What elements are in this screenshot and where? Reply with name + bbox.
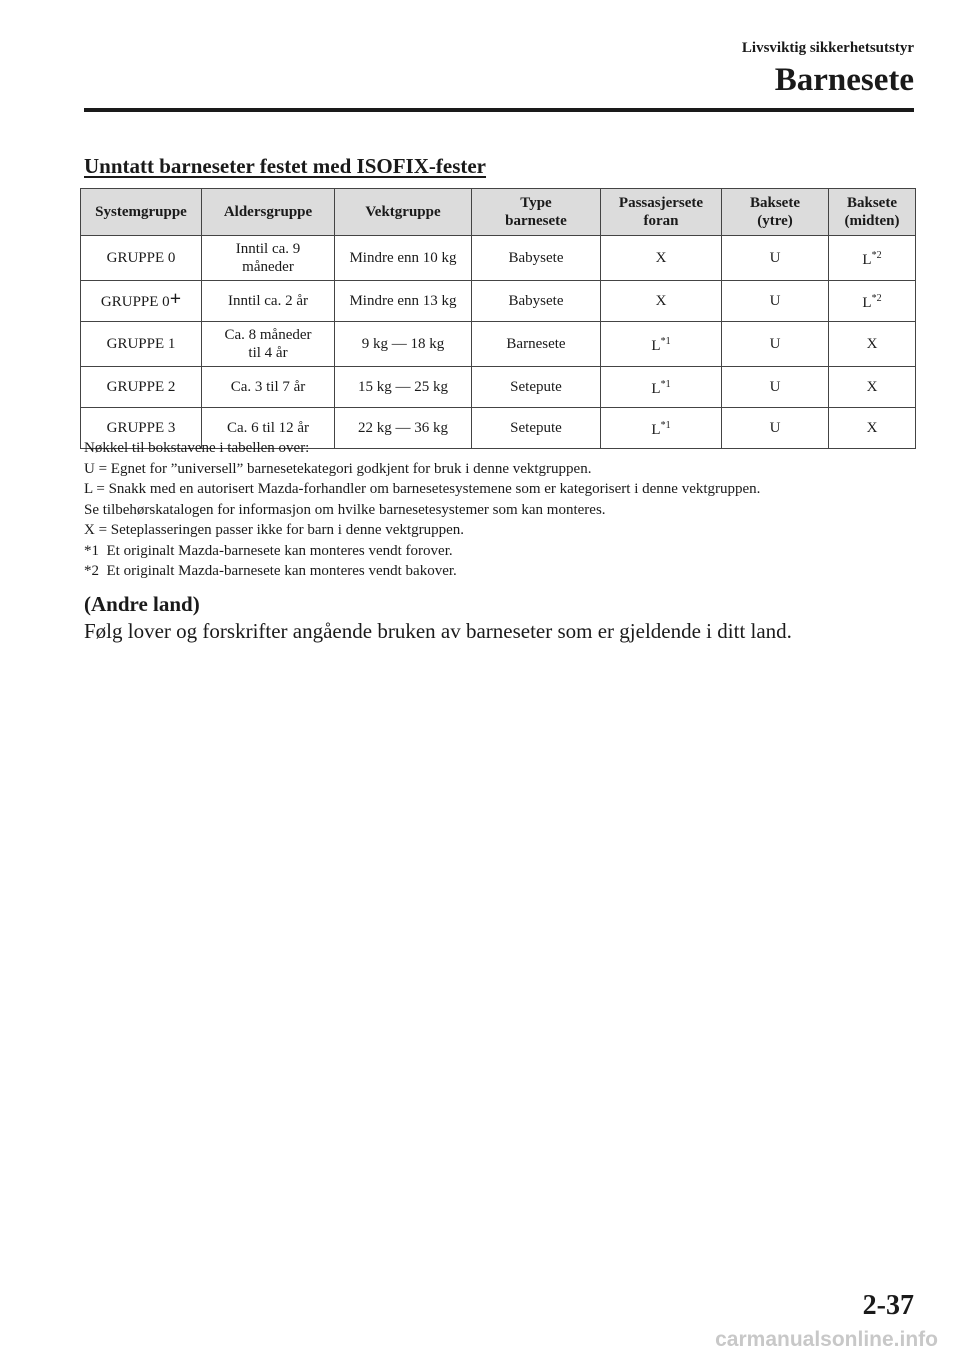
cell-passenger: $L^{*1}$ [601, 408, 722, 449]
cell-age: Ca. 6 til 12 år [202, 408, 335, 449]
legend-line: U = Egnet for ”universell” barnesetekategori godkjent for bruk i denne vektgruppen. [84, 460, 592, 477]
cell-rear-middle: $L^{*2}$ [829, 236, 916, 281]
legend-line: X = Seteplasseringen passer ikke for barn i denne vektgruppen. [84, 522, 465, 538]
cell-passenger: X [601, 236, 722, 281]
cell-type: Babysete [472, 281, 601, 322]
col-header-rear-middle: Baksete (midten) [829, 189, 916, 236]
cell-type: Setepute [472, 408, 601, 449]
cell-weight: Mindre enn 10 kg [335, 236, 472, 281]
footnote-ref: *1 [660, 336, 671, 347]
col-header-systemgruppe: Systemgruppe [81, 189, 202, 236]
cell-group: GRUPPE 0+ [81, 281, 202, 322]
cell-weight: 9 kg — 18 kg [335, 322, 472, 367]
running-header-title: Barnesete [774, 62, 914, 98]
child-seat-table [80, 188, 916, 449]
section-heading: Unntatt barneseter festet med ISOFIX-fester [84, 154, 487, 178]
footnote-line: *1 Et originalt Mazda-barnesete kan monteres vendt forover. [84, 542, 453, 559]
col-header-passenger: Passasjersete foran [601, 189, 722, 236]
watermark: carmanualsonline.info [715, 1328, 938, 1351]
cell-weight: 22 kg — 36 kg [335, 408, 472, 449]
footnote-ref: *2 [871, 250, 882, 261]
cell-rear-middle: $L^{*2}$ [829, 281, 916, 322]
plus-icon: + [169, 287, 182, 310]
legend-line: Se tilbehørskatalogen for informasjon om hvilke barnesetesystemer som kan monteres. [84, 501, 606, 518]
cell-group: GRUPPE 1 [81, 322, 202, 367]
table-legend [84, 438, 924, 582]
cell-type: Barnesete [472, 322, 601, 367]
cell-type: Babysete [472, 236, 601, 281]
col-header-aldersgruppe: Aldersgruppe [202, 189, 335, 236]
cell-weight: 15 kg — 25 kg [335, 367, 472, 408]
other-countries-heading: (Andre land) [84, 592, 200, 616]
running-header-section: Livsviktig sikkerhetsutstyr [741, 40, 914, 56]
legend-line: Nøkkel til bokstavene i tabellen over: [84, 440, 310, 456]
page-number: 2-37 [862, 1290, 914, 1321]
cell-group: GRUPPE 0 [81, 236, 202, 281]
col-header-vektgruppe: Vektgruppe [335, 189, 472, 236]
cell-rear-outer: U [722, 367, 829, 408]
cell-group: GRUPPE 2 [81, 367, 202, 408]
other-countries-text: Følg lover og forskrifter angående bruken av barneseter som er gjeldende i ditt land. [84, 619, 792, 643]
cell-rear-outer: U [722, 281, 829, 322]
cell-group: GRUPPE 3 [81, 408, 202, 449]
col-header-type: Type barnesete [472, 189, 601, 236]
cell-rear-outer: U [722, 236, 829, 281]
cell-passenger: $L^{*1}$ [601, 367, 722, 408]
cell-rear-middle: X [829, 322, 916, 367]
footnote-line: *2 Et originalt Mazda-barnesete kan monteres vendt bakover. [84, 563, 457, 579]
cell-passenger: $L^{*1}$ [601, 322, 722, 367]
table-header-row [81, 189, 916, 236]
cell-age: Ca. 8 måneder til 4 år [202, 322, 335, 367]
cell-rear-outer: U [722, 322, 829, 367]
table-row [81, 322, 916, 367]
table-row [81, 367, 916, 408]
cell-rear-middle: X [829, 367, 916, 408]
cell-rear-middle: X [829, 408, 916, 449]
table-row [81, 281, 916, 322]
cell-age: Inntil ca. 9 måneder [202, 236, 335, 281]
table-row [81, 236, 916, 281]
cell-age: Inntil ca. 2 år [202, 281, 335, 322]
col-header-rear-outer: Baksete (ytre) [722, 189, 829, 236]
cell-rear-outer: U [722, 408, 829, 449]
cell-passenger: X [601, 281, 722, 322]
cell-weight: Mindre enn 13 kg [335, 281, 472, 322]
footnote-ref: *1 [660, 379, 671, 390]
header-rule [84, 108, 914, 112]
footnote-ref: *2 [871, 293, 882, 304]
footnote-ref: *1 [660, 420, 671, 431]
legend-line: L = Snakk med en autorisert Mazda-forhandler om barnesetesystemene som er kategorisert i denne vektgruppen. [84, 481, 761, 497]
cell-type: Setepute [472, 367, 601, 408]
cell-age: Ca. 3 til 7 år [202, 367, 335, 408]
